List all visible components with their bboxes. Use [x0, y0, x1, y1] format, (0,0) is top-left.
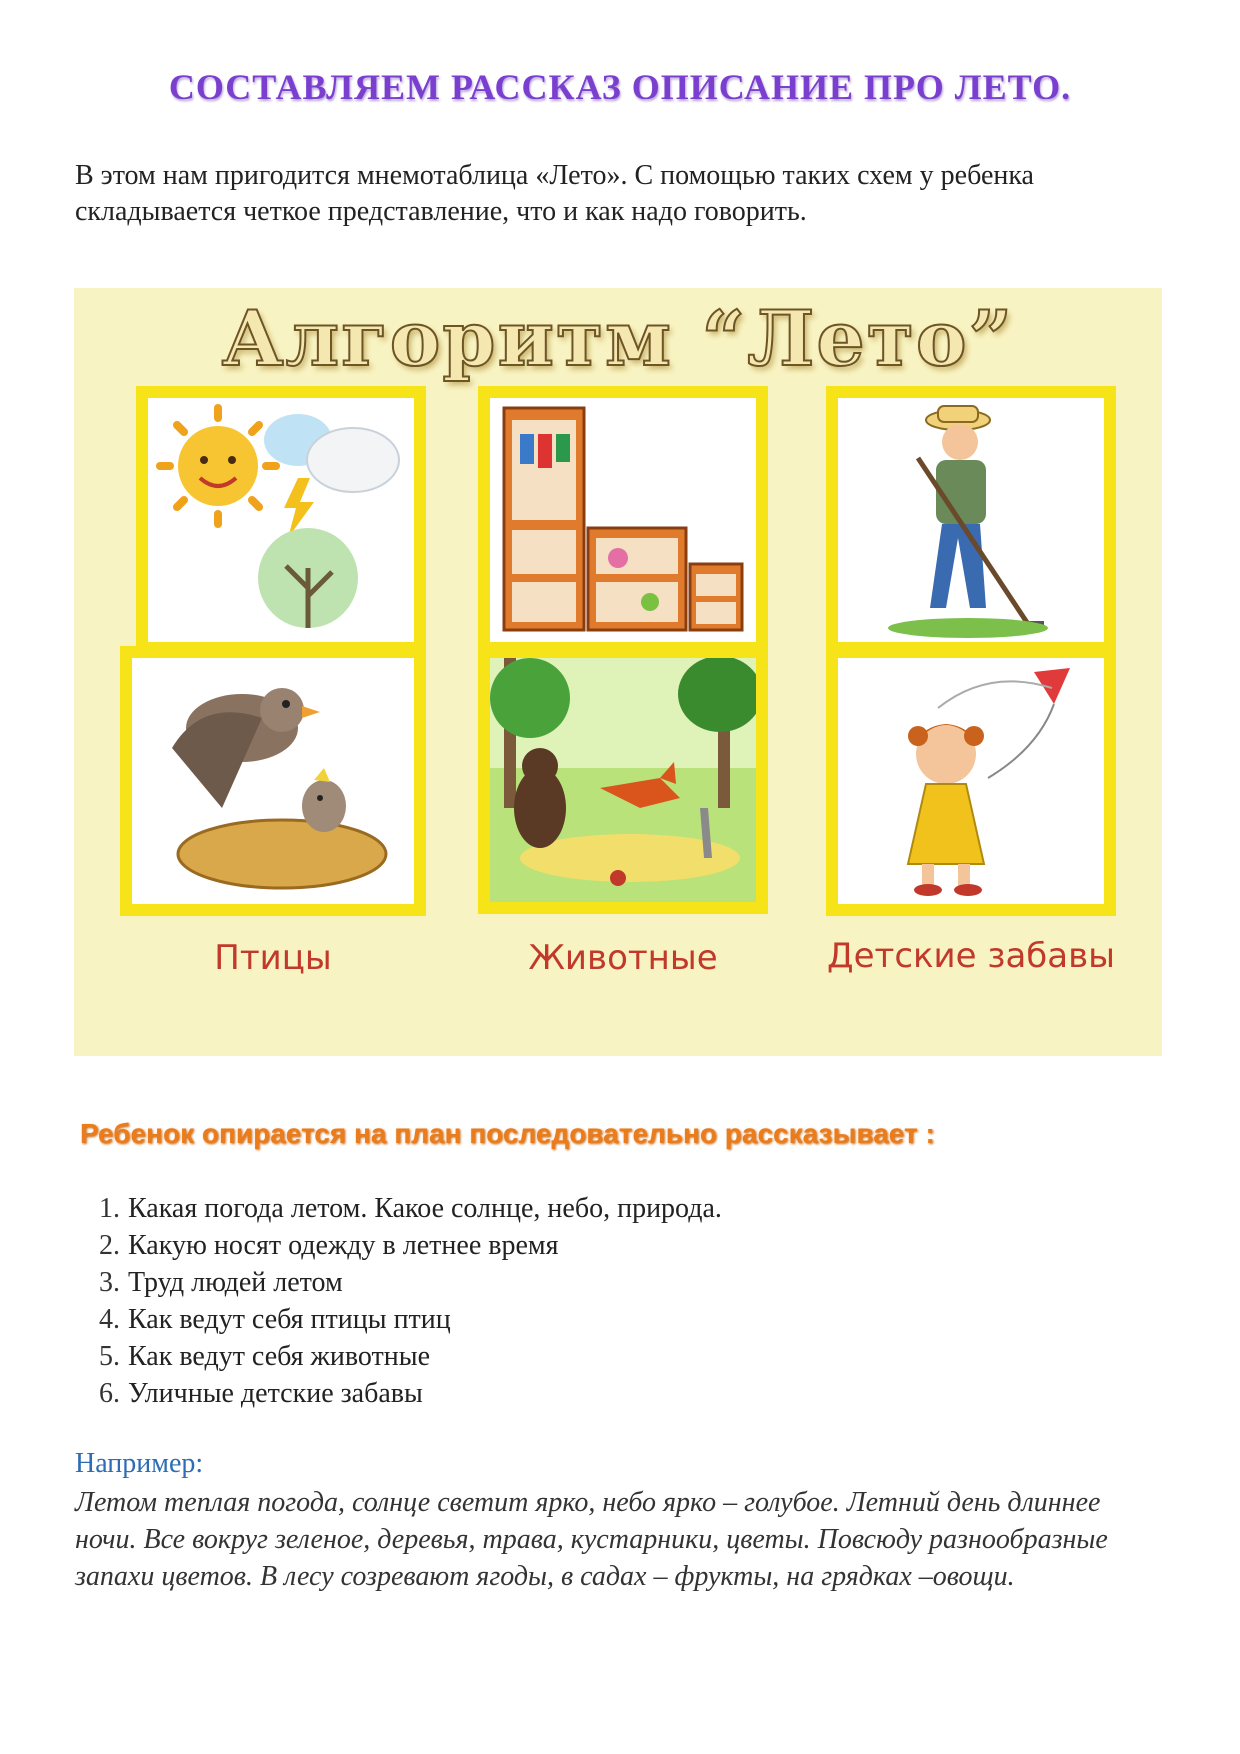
list-item-text: Труд людей летом [128, 1267, 343, 1298]
example-text: Летом теплая погода, солнце светит ярко, небо ярко – голубое. Летний день длиннее ночи. Все вокруг зеленое, деревья, трава, кустарники, цветы. Повсюду разнообразные запахи цветов. В лесу созревают ягоды, в садах – фрукты, на грядках –овощи. [75, 1487, 1108, 1592]
page-title: СОСТАВЛЯЕМ РАССКАЗ ОПИСАНИЕ ПРО ЛЕТО. [168, 67, 1072, 107]
forest-animals-icon [490, 658, 756, 902]
card-label-birds: Птицы [214, 938, 332, 978]
list-item [80, 1338, 722, 1375]
bird-nest-icon [132, 658, 414, 904]
plan-heading: Ребенок опирается на план последовательно рассказывает : [80, 1118, 935, 1149]
list-item-number: 3. [99, 1267, 120, 1298]
list-item [80, 1375, 722, 1412]
mnemonic-poster [74, 288, 1162, 1056]
list-item [80, 1264, 722, 1301]
card-label-animals: Животные [528, 938, 718, 978]
list-item [80, 1301, 722, 1338]
girl-kite-icon [838, 658, 1104, 904]
plan-list [80, 1190, 722, 1412]
list-item-number: 6. [99, 1378, 120, 1409]
card-birds [120, 646, 426, 916]
list-item-text: Какая погода летом. Какое солнце, небо, природа. [128, 1193, 722, 1224]
intro-paragraph: В этом нам пригодится мнемотаблица «Лето». С помощью таких схем у ребенка складывается четкое представление, что и как надо говорить. [75, 160, 1034, 227]
wardrobe-icon [490, 398, 756, 642]
list-item [80, 1227, 722, 1264]
list-item [80, 1190, 722, 1227]
list-item-number: 1. [99, 1193, 120, 1224]
list-item-text: Уличные детские забавы [128, 1378, 423, 1409]
list-item-text: Как ведут себя птицы птиц [128, 1304, 451, 1335]
list-item-text: Как ведут себя животные [128, 1341, 431, 1372]
card-animals [478, 646, 768, 914]
card-clothing [478, 386, 768, 654]
gardener-rake-icon [838, 398, 1104, 642]
card-childrens-games [826, 646, 1116, 916]
list-item-number: 2. [99, 1230, 120, 1261]
list-item-text: Какую носят одежду в летнее время [128, 1230, 559, 1261]
list-item-number: 5. [99, 1341, 120, 1372]
poster-title: Алгоритм “Лето” [221, 294, 1015, 383]
card-weather [136, 386, 426, 654]
sun-cloud-tree-icon [148, 398, 414, 642]
example-label: Например: [75, 1448, 204, 1479]
list-item-number: 4. [99, 1304, 120, 1335]
card-adult-work [826, 386, 1116, 654]
card-label-childrens-games: Детские забавы [827, 936, 1115, 976]
